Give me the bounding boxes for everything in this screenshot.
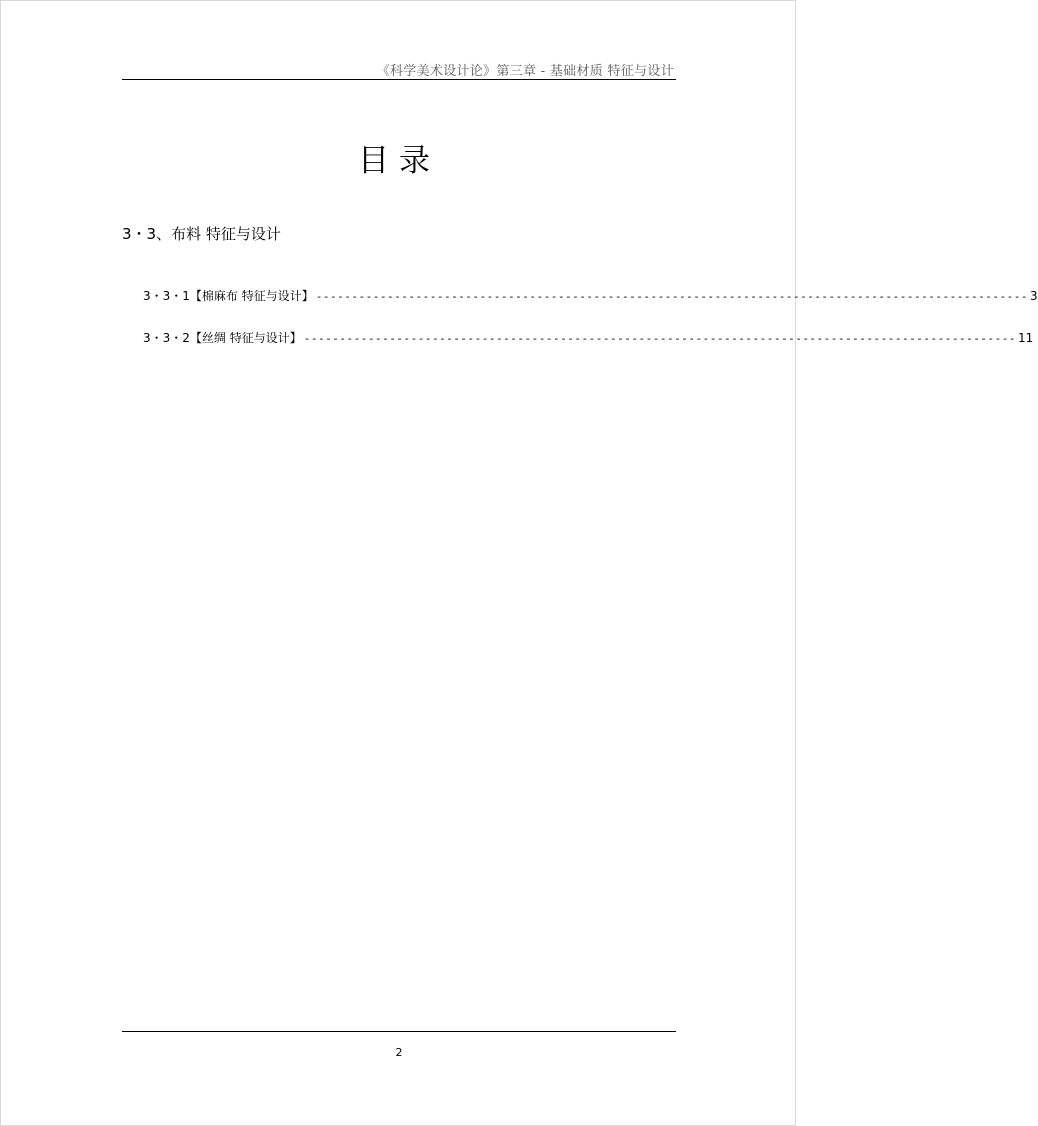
toc-entry[interactable] <box>143 288 1038 305</box>
footer-rule <box>122 1031 676 1032</box>
toc-entry-page: 11 <box>1018 331 1034 345</box>
toc-entry-label: 3・3・1【棉麻布 特征与设计】 <box>143 289 314 303</box>
toc-entry[interactable] <box>143 330 1034 347</box>
section-heading: 3・3、布料 特征与设计 <box>122 225 281 243</box>
header-rule <box>122 79 676 80</box>
toc-leader: ---------------------------------------------------------------------------------------------------- <box>315 290 1028 303</box>
toc-leader: ---------------------------------------------------------------------------------------------------- <box>303 332 1016 345</box>
toc-title: 目录 <box>358 143 440 179</box>
toc-entry-page: 3 <box>1030 289 1038 303</box>
running-header: 《科学美术设计论》第三章 - 基础材质 特征与设计 <box>376 64 674 79</box>
page-number: 2 <box>395 1046 403 1059</box>
toc-entry-label: 3・3・2【丝绸 特征与设计】 <box>143 331 302 345</box>
